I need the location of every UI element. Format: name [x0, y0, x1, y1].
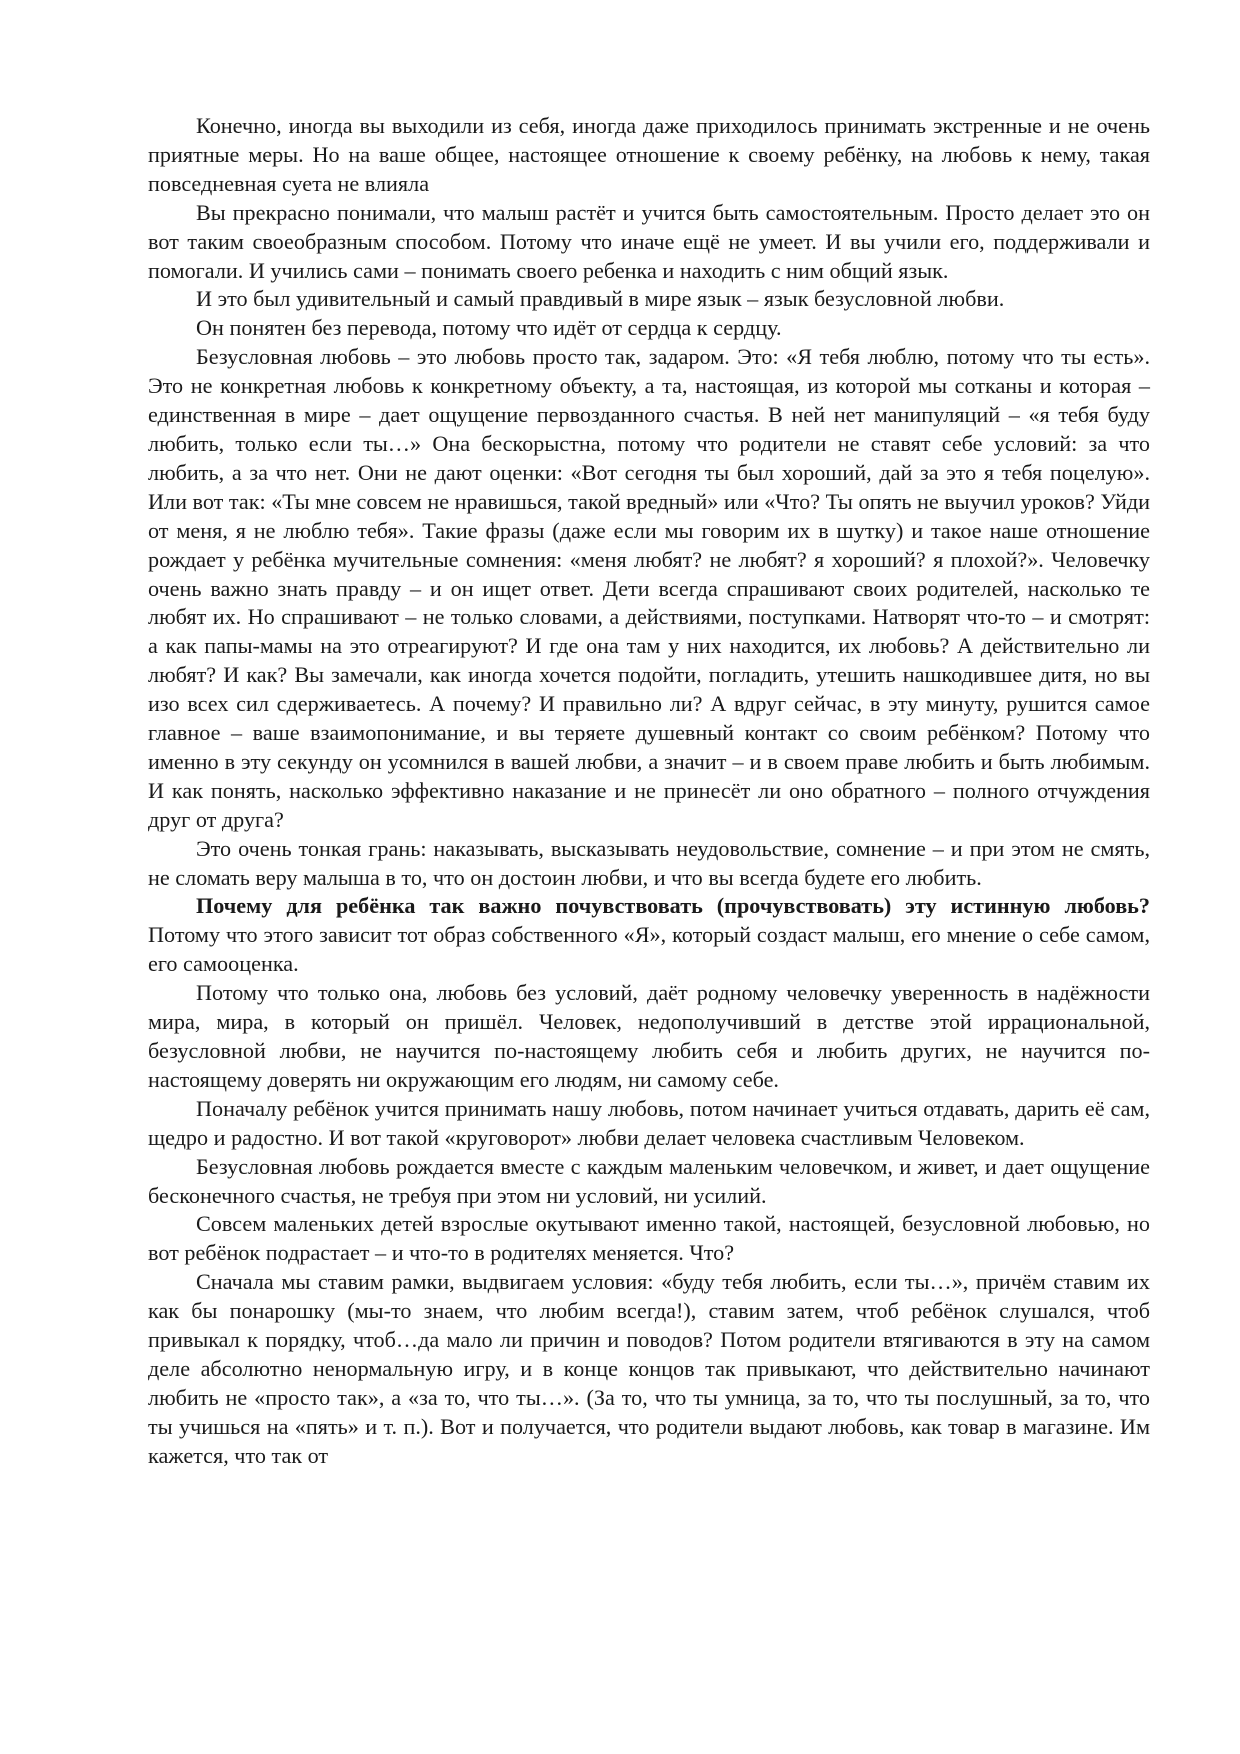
paragraph-text: И это был удивительный и самый правдивый в мире язык – язык безусловной любви. [196, 286, 1005, 312]
paragraph-10 [148, 1153, 1150, 1211]
paragraph-text: Потому что только она, любовь без условий, даёт родному человечку уверенность в надёжности мира, мира, в который он пришёл. Человек, недополучивший в детстве этой иррациональной, безусловной любви, не научится по-настоящему любить себя и любить других, не научится по-настоящему доверять ни окружающим его людям, ни самому себе. [148, 980, 1150, 1092]
paragraph-5 [148, 343, 1150, 834]
paragraph-text: Потому что этого зависит тот образ собственного «Я», который создаст малыш, его мнение о себе самом, его самооценка. [148, 922, 1150, 977]
paragraph-2 [148, 199, 1150, 286]
paragraph-9 [148, 1095, 1150, 1153]
paragraph-text: Конечно, иногда вы выходили из себя, иногда даже приходилось принимать экстренные и не очень приятные меры. Но на ваше общее, настоящее отношение к своему ребёнку, на любовь к нему, такая повседневная суета не влияла [148, 113, 1150, 196]
paragraph-text: Сначала мы ставим рамки, выдвигаем условия: «буду тебя любить, если ты…», причём ставим их как бы понарошку (мы-то знаем, что любим всегда!), ставим затем, чтоб ребёнок слушался, чтоб привыкал к порядку, чтоб…да мало ли причин и поводов? Потом родители втягиваются в эту на самом деле абсолютно ненормальную игру, и в конце концов так привыкают, что действительно начинают любить не «просто так», а «за то, что ты…». (За то, что ты умница, за то, что ты послушный, за то, что ты учишься на «пять» и т. п.). Вот и получается, что родители выдают любовь, как товар в магазине. Им кажется, что так от [148, 1269, 1150, 1468]
paragraph-7 [148, 892, 1150, 979]
paragraph-text: Это очень тонкая грань: наказывать, высказывать неудовольствие, сомнение – и при этом не смять, не сломать веру малыша в то, что он достоин любви, и что вы всегда будете его любить. [148, 835, 1150, 890]
paragraph-3 [148, 285, 1150, 314]
document-page [148, 112, 1150, 1471]
paragraph-11 [148, 1210, 1150, 1268]
paragraph-text: Поначалу ребёнок учится принимать нашу любовь, потом начинает учиться отдавать, дарить её сам, щедро и радостно. И вот такой «круговорот» любви делает человека счастливым Человеком. [148, 1095, 1150, 1150]
paragraph-1 [148, 112, 1150, 199]
paragraph-text: Безусловная любовь – это любовь просто так, задаром. Это: «Я тебя люблю, потому что ты есть». Это не конкретная любовь к конкретному объекту, а та, настоящая, из которой мы сотканы и которая – единственная в мире – дает ощущение первозданного счастья. В ней нет манипуляций – «я тебя буду любить, только если ты…» Она бескорыстна, потому что родители не ставят себе условий: за что любить, а за что нет. Они не дают оценки: «Вот сегодня ты был хороший, дай за это я тебя поцелую». Или вот так: «Ты мне совсем не нравишься, такой вредный» или «Что? Ты опять не выучил уроков? Уйди от меня, я не люблю тебя». Такие фразы (даже если мы говорим их в шутку) и такое наше отношение рождает у ребёнка мучительные сомнения: «меня любят? не любят? я хороший? я плохой?». Человечку очень важно знать правду – и он ищет ответ. Дети всегда спрашивают своих родителей, насколько те любят их. Но спрашивают – не только словами, а действиями, поступками. Натворят что-то – и смотрят: а как папы-мамы на это отреагируют? И где она там у них находится, их любовь? А действительно ли любят? И как? Вы замечали, как иногда хочется подойти, погладить, утешить нашкодившее дитя, но вы изо всех сил сдерживаетесь. А почему? И правильно ли? А вдруг сейчас, в эту минуту, рушится самое главное – ваше взаимопонимание, и вы теряете душевный контакт со своим ребёнком? Потому что именно в эту секунду он усомнился в вашей любви, а значит – и в своем праве любить и быть любимым. И как понять, насколько эффективно наказание и не принесёт ли оно обратного – полного отчуждения друг от друга? [148, 344, 1150, 832]
paragraph-text: Совсем маленьких детей взрослые окутывают именно такой, настоящей, безусловной любовью, но вот ребёнок подрастает – и что-то в родителях меняется. Что? [148, 1211, 1150, 1266]
paragraph-12 [148, 1268, 1150, 1470]
paragraph-4 [148, 314, 1150, 343]
paragraph-6 [148, 835, 1150, 893]
paragraph-text: Вы прекрасно понимали, что малыш растёт и учится быть самостоятельным. Просто делает это он вот таким своеобразным способом. Потому что иначе ещё не умеет. И вы учили его, поддерживали и помогали. И учились сами – понимать своего ребенка и находить с ним общий язык. [148, 199, 1150, 283]
paragraph-8 [148, 979, 1150, 1095]
paragraph-text: Он понятен без перевода, потому что идёт от сердца к сердцу. [196, 315, 782, 341]
bold-question: Почему для ребёнка так важно почувствовать (прочувствовать) эту истинную любовь? [196, 893, 1150, 919]
paragraph-text: Безусловная любовь рождается вместе с каждым маленьким человечком, и живет, и дает ощущение бесконечного счастья, не требуя при этом ни условий, ни усилий. [148, 1153, 1150, 1208]
